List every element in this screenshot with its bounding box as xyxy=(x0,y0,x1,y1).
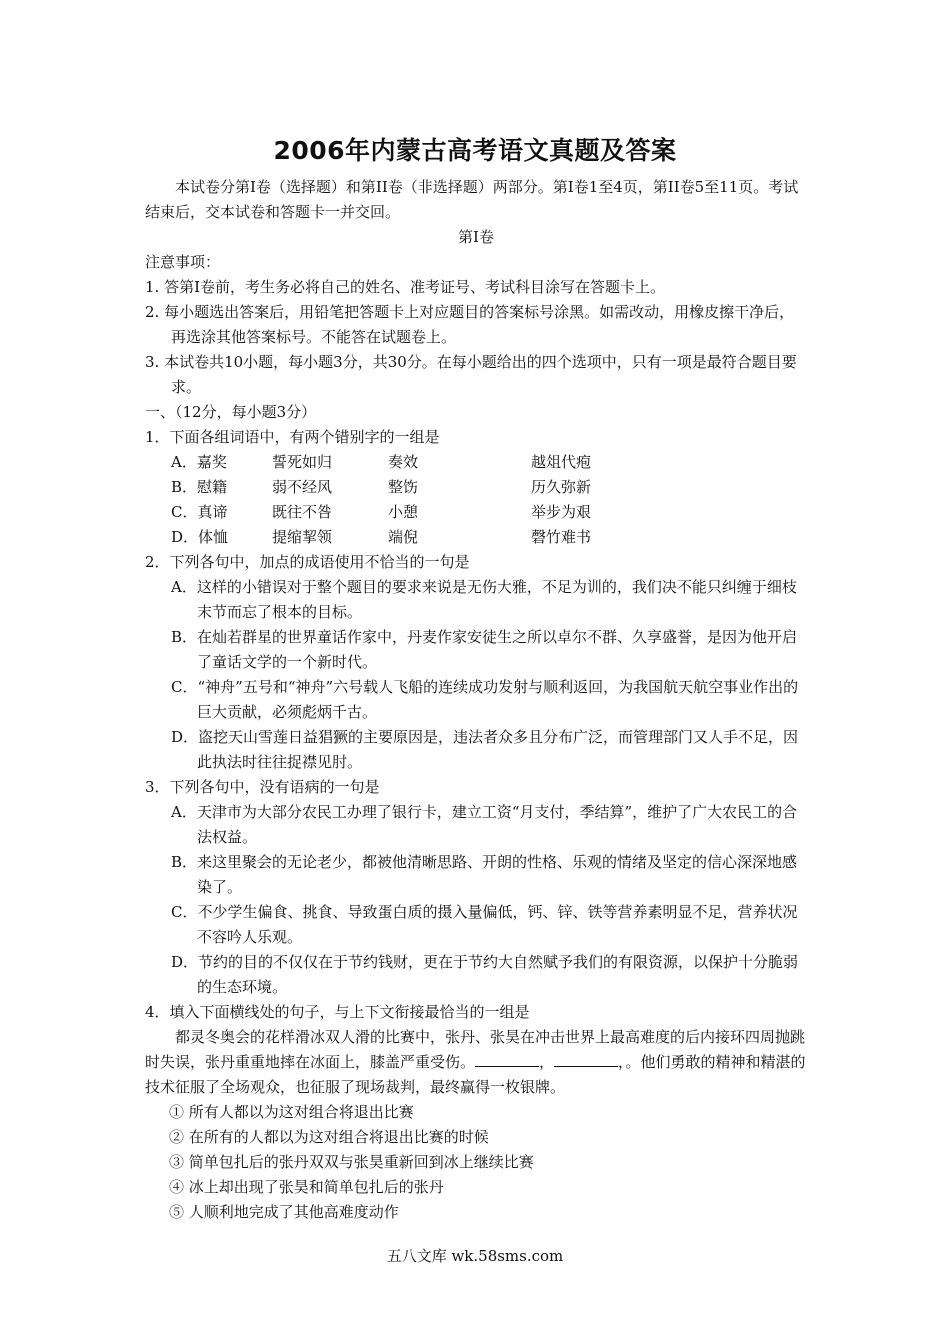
notice-heading: 注意事项： xyxy=(145,253,221,271)
question-4-choice: ⑤ 人顺利地完成了其他高难度动作 xyxy=(169,1203,399,1221)
option-word: 弱不经风 xyxy=(272,478,333,496)
notice-item: 1. 答第I卷前，考生务必将自己的姓名、准考证号、考试科目涂写在答题卡上。 xyxy=(145,278,666,296)
document-body xyxy=(145,175,807,1225)
question-4-choice: ④ 冰上却出现了张昊和简单包扎后的张丹 xyxy=(169,1178,444,1196)
option-word: 举步为艰 xyxy=(531,503,592,521)
notice-item: 3. 本试卷共10小题，每小题3分，共30分。在每小题给出的四个选项中，只有一项是最符合题目要求。 xyxy=(145,353,797,396)
answer-blank xyxy=(554,1052,618,1067)
section-heading: 一、（12分，每小题3分） xyxy=(145,403,317,421)
question-3-option-d: D．节约的目的不仅仅在于节约钱财，更在于节约大自然赋予我们的有限资源，以保护十分脆弱的生态环境。 xyxy=(171,953,799,996)
option-word: 磬竹难书 xyxy=(531,528,592,546)
question-2-option-b: B．在灿若群星的世界童话作家中，丹麦作家安徒生之所以卓尔不群、久享盛誉，是因为他开启了童话文学的一个新时代。 xyxy=(171,628,798,671)
option-label: C．真谛 xyxy=(171,503,228,521)
page-footer: 五八文库 wk.58sms.com xyxy=(386,1247,564,1265)
option-label: B．慰籍 xyxy=(171,478,228,496)
option-word: 既往不咎 xyxy=(272,503,333,521)
question-2-option-d: D．盗挖天山雪莲日益猖獗的主要原因是，违法者众多且分布广泛，而管理部门又人手不足，因此执法时往往捉襟见肘。 xyxy=(171,728,799,771)
question-1-option-a xyxy=(145,450,807,475)
question-4-passage xyxy=(145,1025,807,1100)
option-word: 历久弥新 xyxy=(531,478,592,496)
question-3-option-b: B．来这里聚会的无论老少，都被他清晰思路、开朗的性格、乐观的情绪及坚定的信心深深地感染了。 xyxy=(171,853,798,896)
option-word: 誓死如归 xyxy=(272,453,333,471)
question-2-option-c: C．“神舟”五号和“神舟”六号载人飞船的连续成功发射与顺利返回，为我国航天航空事业作出的巨大贡献，必须彪炳千古。 xyxy=(171,678,799,721)
passage-separator: ， xyxy=(618,1053,626,1071)
question-3-stem: 3．下列各句中，没有语病的一句是 xyxy=(145,778,380,796)
passage-separator: ， xyxy=(539,1053,555,1071)
question-3-option-c: C．不少学生偏食、挑食、导致蛋白质的摄入量偏低，钙、锌、铁等营养素明显不足，营养状况不容吟人乐观。 xyxy=(171,903,798,946)
answer-blank xyxy=(475,1052,539,1067)
question-1-option-c xyxy=(145,500,807,525)
question-3-option-a: A．天津市为大部分农民工办理了银行卡，建立工资“月支付，季结算”，维护了广大农民工的合法权益。 xyxy=(171,803,798,846)
page-title: 2006年内蒙古高考语文真题及答案 xyxy=(273,136,677,165)
option-word: 越俎代疱 xyxy=(531,453,592,471)
notice-item: 2. 每小题选出答案后，用铅笔把答题卡上对应题目的答案标号涂黑。如需改动，用橡皮擦干净后，再选涂其他答案标号。不能答在试题卷上。 xyxy=(145,303,795,346)
option-label: D．体恤 xyxy=(171,528,229,546)
intro-paragraph: 本试卷分第I卷（选择题）和第II卷（非选择题）两部分。第I卷1至4页，第II卷5至11页。考试结束后，交本试卷和答题卡一并交回。 xyxy=(145,178,799,221)
question-4-choice: ① 所有人都以为这对组合将退出比赛 xyxy=(169,1103,414,1121)
option-word: 奏效 xyxy=(388,453,419,471)
question-4-choice: ② 在所有的人都以为这对组合将退出比赛的时候 xyxy=(169,1128,489,1146)
option-label: A．嘉奖 xyxy=(171,453,227,471)
option-word: 小憩 xyxy=(388,503,419,521)
question-1-option-b xyxy=(145,475,807,500)
option-word: 提缩挈领 xyxy=(272,528,333,546)
question-4-choice: ③ 简单包扎后的张丹双双与张昊重新回到冰上继续比赛 xyxy=(169,1153,534,1171)
option-word: 整饬 xyxy=(388,478,419,496)
passage-text: 。他们勇敢的精神和精湛的技术征服了全场观众，也征服了现场裁判，最终赢得一枚银牌。 xyxy=(145,1053,806,1096)
volume-label: 第I卷 xyxy=(458,228,494,246)
question-2-option-a: A．这样的小错误对于整个题目的要求来说是无伤大雅，不足为训的，我们决不能只纠缠于细枝末节而忘了根本的目标。 xyxy=(171,578,797,621)
question-1-stem: 1．下面各组词语中，有两个错别字的一组是 xyxy=(145,428,440,446)
question-1-option-d xyxy=(145,525,807,550)
passage-text: 都灵冬奥会的花样滑冰双人滑的比赛中，张丹、张昊在冲击世界上最高难度的后内接环四周抛跳时失误，张丹重重地摔在冰面上，膝盖严重受伤。 xyxy=(145,1028,806,1071)
question-4-stem: 4．填入下面横线处的句子，与上下文衔接最恰当的一组是 xyxy=(145,1003,530,1021)
option-word: 端倪 xyxy=(388,528,419,546)
question-2-stem: 2．下列各句中，加点的成语使用不恰当的一句是 xyxy=(145,553,470,571)
